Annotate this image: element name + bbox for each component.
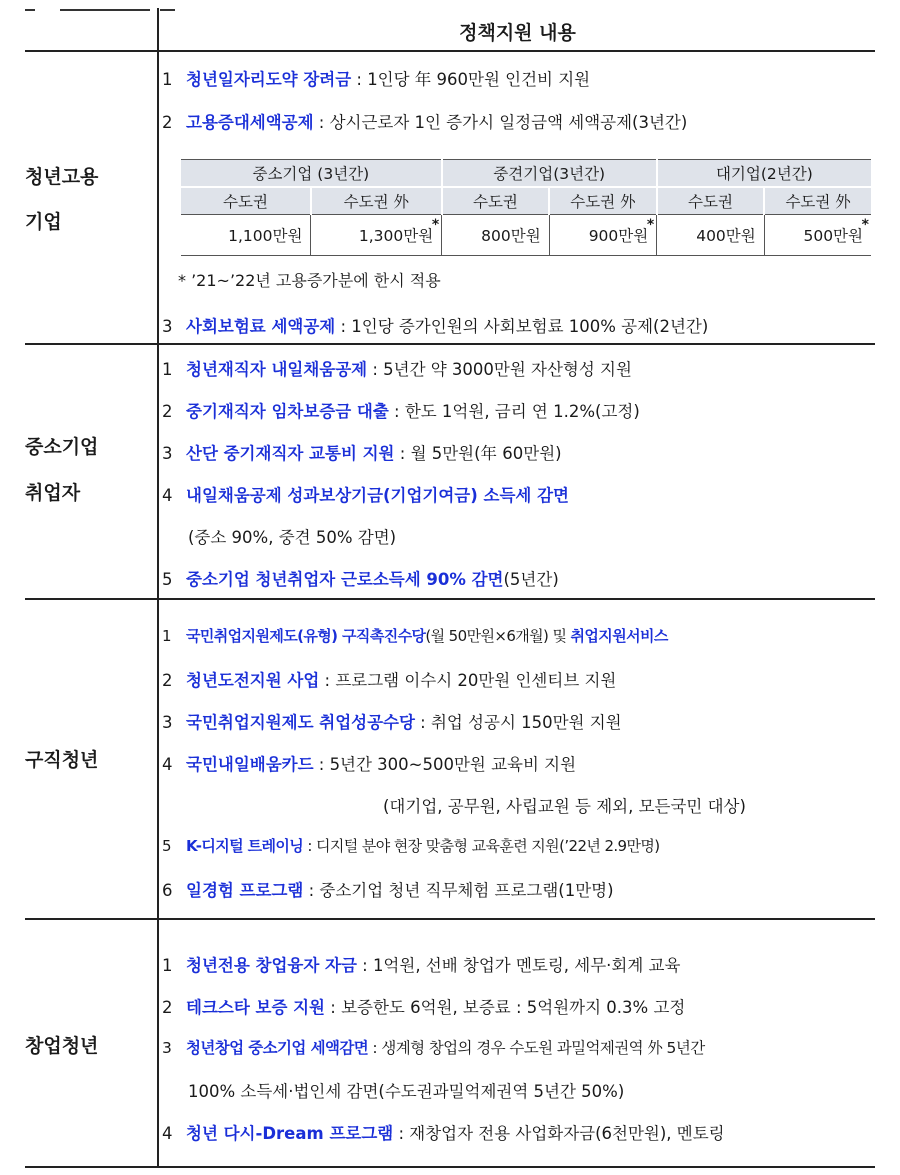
list-item: 4 청년 다시-Dream 프로그램 : 재창업자 전용 사업화자금(6천만원), 멘토링: [162, 1124, 725, 1143]
top-border-mark: [60, 9, 150, 11]
list-item: 3 국민취업지원제도 취업성공수당 : 취업 성공시 150만원 지원: [162, 713, 622, 732]
top-border-mark: [160, 9, 175, 11]
table-header: 중견기업(3년간): [442, 160, 657, 188]
table-cell: 400만원: [657, 215, 765, 256]
table-cell: 1,100만원: [181, 215, 311, 256]
footnote-mark: *: [431, 217, 440, 233]
category-label: 구직청년: [25, 749, 99, 771]
table-cell: 800만원: [442, 215, 550, 256]
category-label: 기업: [25, 211, 62, 233]
category-label: 중소기업: [25, 436, 99, 458]
column-divider: [157, 8, 159, 1168]
list-item: 4 국민내일배움카드 : 5년간 300~500만원 교육비 지원: [162, 755, 577, 774]
list-item: 1 청년재직자 내일채움공제 : 5년간 약 3000만원 자산형성 지원: [162, 360, 632, 379]
footnote-mark: *: [861, 217, 869, 233]
header-title: 정책지원 내용: [459, 22, 576, 44]
list-item: 6 일경험 프로그램 : 중소기업 청년 직무체험 프로그램(1만명): [162, 881, 614, 900]
list-item: 1 국민취업지원제도(유형) 구직촉진수당(월 50만원×6개월) 및 취업지원서비스: [162, 627, 668, 645]
table-subheader: 수도권: [442, 187, 550, 215]
category-label: 창업청년: [25, 1035, 99, 1057]
list-item: 1 청년일자리도약 장려금 : 1인당 年 960만원 인건비 지원: [162, 70, 591, 89]
table-header: 대기업(2년간): [657, 160, 871, 188]
section-divider: [25, 343, 875, 345]
list-item: 3 산단 중기재직자 교통비 지원 : 월 5만원(年 60만원): [162, 444, 562, 463]
list-item: 5 K-디지털 트레이닝 : 디지털 분야 현장 맞춤형 교육훈련 지원(’22년 2.9만명): [162, 837, 660, 855]
footnote-mark: *: [646, 217, 655, 233]
table-cell: 500만원 *: [764, 215, 871, 256]
list-item: 4 내일채움공제 성과보상기금(기업기여금) 소득세 감면: [162, 486, 569, 505]
list-item-detail: (대기업, 공무원, 사립교원 등 제외, 모든국민 대상): [383, 797, 746, 816]
table-header: 중소기업 (3년간): [181, 160, 442, 188]
table-subheader: 수도권 外: [764, 187, 871, 215]
list-item-detail: 100% 소득세·법인세 감면(수도권과밀억제권역 5년간 50%): [188, 1082, 625, 1101]
table-subheader: 수도권 外: [549, 187, 657, 215]
section-divider: [25, 598, 875, 600]
list-item: 5 중소기업 청년취업자 근로소득세 90% 감면(5년간): [162, 570, 559, 589]
table-subheader: 수도권: [657, 187, 765, 215]
table-cell: 1,300만원 *: [311, 215, 442, 256]
list-item: 2 고용증대세액공제 : 상시근로자 1인 증가시 일정금액 세액공제(3년간): [162, 113, 688, 132]
table-cell: 900만원 *: [549, 215, 657, 256]
list-item-detail: (중소 90%, 중견 50% 감면): [188, 528, 397, 547]
list-item: 2 중기재직자 임차보증금 대출 : 한도 1억원, 금리 연 1.2%(고정): [162, 402, 640, 421]
list-item: 2 테크스타 보증 지원 : 보증한도 6억원, 보증료 : 5억원까지 0.3% 고정: [162, 998, 686, 1017]
category-label: 청년고용: [25, 166, 99, 188]
bottom-border: [25, 1166, 875, 1168]
list-item: 2 청년도전지원 사업 : 프로그램 이수시 20만원 인센티브 지원: [162, 671, 617, 690]
list-item: 3 청년창업 중소기업 세액감면 : 생계형 창업의 경우 수도원 과밀억제권역 外 5년간: [162, 1039, 705, 1057]
list-item: 3 사회보험료 세액공제 : 1인당 증가인원의 사회보험료 100% 공제(2년간): [162, 317, 709, 336]
category-label: 취업자: [25, 482, 81, 504]
footnote: * ’21~’22년 고용증가분에 한시 적용: [178, 271, 441, 290]
tax-credit-table: [181, 159, 871, 256]
header-divider: [25, 50, 875, 52]
table-subheader: 수도권 外: [311, 187, 442, 215]
list-item: 1 청년전용 창업융자 자금 : 1억원, 선배 창업가 멘토링, 세무·회계 교육: [162, 956, 681, 975]
section-divider: [25, 918, 875, 920]
top-border-mark: [25, 9, 35, 11]
table-subheader: 수도권: [181, 187, 311, 215]
